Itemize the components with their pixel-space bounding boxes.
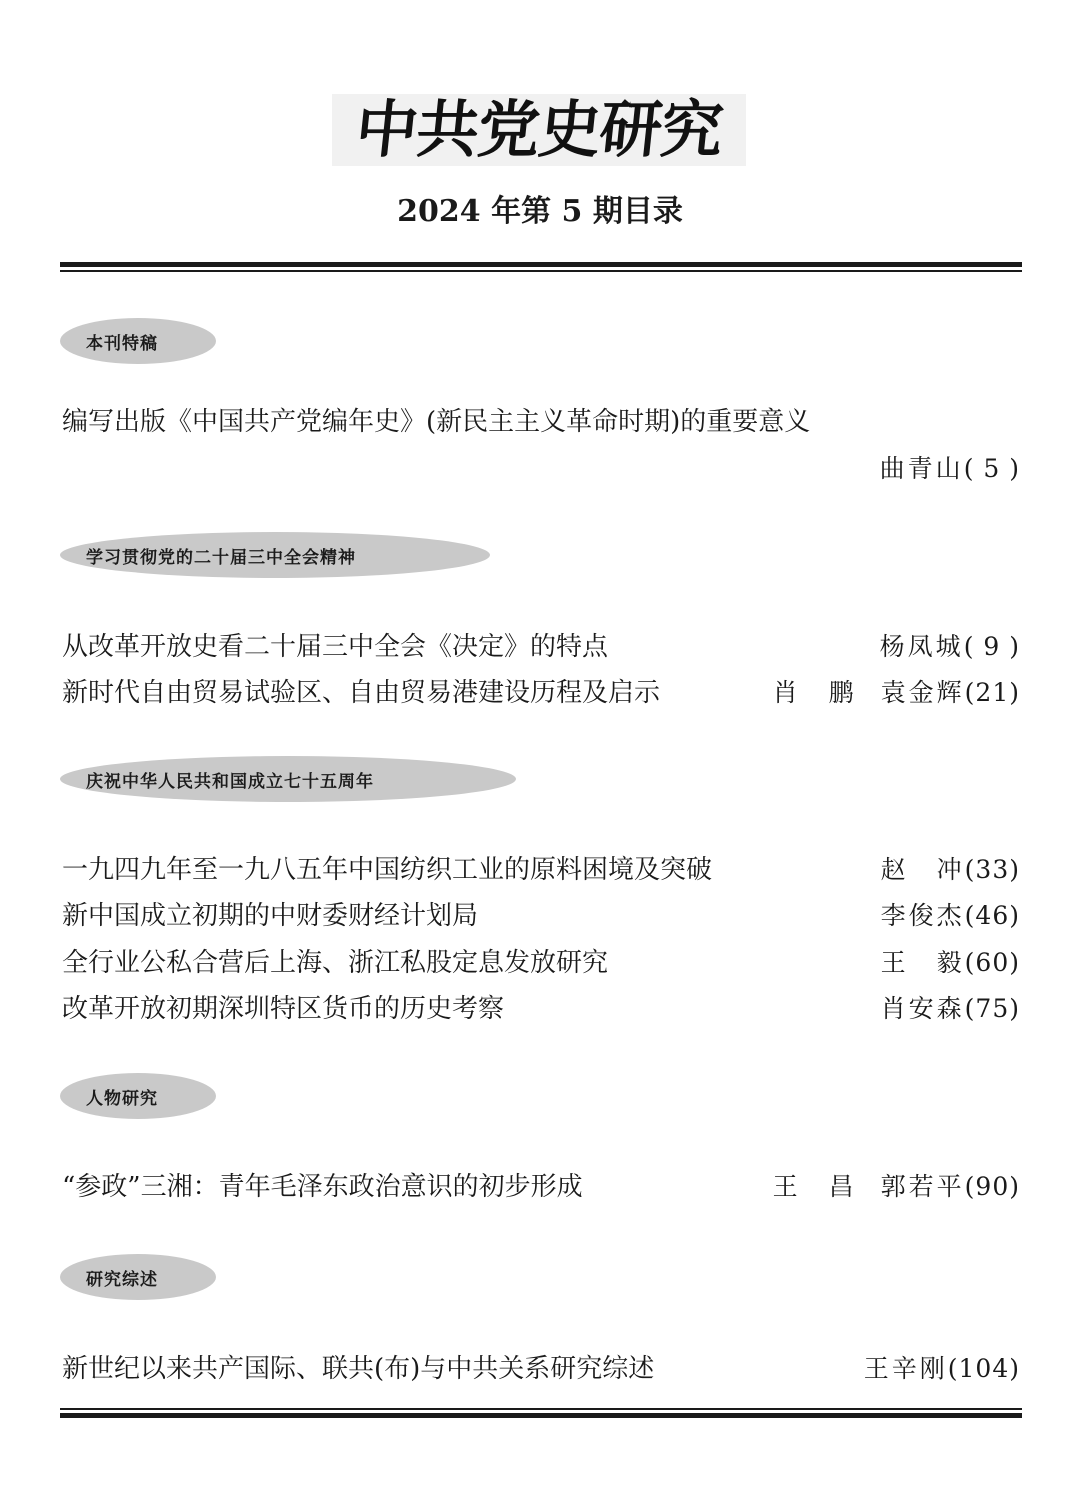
entry-author: [881, 946, 1020, 980]
entry-author: [881, 992, 1020, 1026]
entry-author: [881, 853, 1020, 887]
entry-title[interactable]: 新时代自由贸易试验区、自由贸易港建设历程及启示: [62, 678, 661, 708]
issue-heading: 2024 年第 5 期目录: [397, 194, 683, 229]
entry-title[interactable]: 编写出版《中国共产党编年史》(新民主主义革命时期)的重要意义: [62, 407, 811, 437]
section-label: 学习贯彻党的二十届三中全会精神: [60, 532, 490, 578]
section-label: 庆祝中华人民共和国成立七十五周年: [60, 756, 516, 802]
entry-author: [881, 899, 1020, 933]
page-number: (21): [964, 678, 1020, 707]
entry-title[interactable]: “参政”三湘：青年毛泽东政治意识的初步形成: [62, 1172, 583, 1202]
author-name: 王 毅: [880, 948, 965, 977]
journal-masthead: [332, 94, 746, 166]
page-number: (60): [964, 948, 1020, 977]
author-name: 曲青山: [879, 454, 964, 483]
entry-author: [773, 676, 1020, 710]
author-name: 李俊杰: [880, 901, 965, 930]
author-name: 王辛刚: [863, 1354, 948, 1383]
page-number: (104): [947, 1354, 1020, 1383]
entry-title[interactable]: 全行业公私合营后上海、浙江私股定息发放研究: [62, 948, 609, 978]
top-rule-thick: [60, 262, 1022, 267]
author-name: 杨凤城: [879, 632, 964, 661]
entry-author: [864, 1352, 1020, 1386]
page-number: (33): [964, 855, 1020, 884]
entry-title[interactable]: 一九四九年至一九八五年中国纺织工业的原料困境及突破: [62, 855, 713, 885]
top-rule-thin: [60, 270, 1022, 272]
journal-title: 中共党史研究: [352, 93, 726, 166]
entry-author: [880, 452, 1020, 486]
bottom-rule-thin: [60, 1408, 1022, 1410]
author-name: 郭若平: [880, 1172, 965, 1201]
author-name-first: 王 昌: [772, 1172, 857, 1201]
entry-title[interactable]: 改革开放初期深圳特区货币的历史考察: [62, 994, 505, 1024]
author-name-first: 肖 鹏: [772, 678, 857, 707]
page-number: (75): [964, 994, 1020, 1023]
entry-author: [880, 630, 1020, 664]
author-name: 赵 冲: [880, 855, 965, 884]
section-label: 本刊特稿: [60, 318, 216, 364]
author-name: 袁金辉: [880, 678, 965, 707]
page-number: (90): [964, 1172, 1020, 1201]
entry-title[interactable]: 新中国成立初期的中财委财经计划局: [62, 901, 479, 931]
entry-author: [773, 1170, 1020, 1204]
author-name: 肖安森: [880, 994, 965, 1023]
section-label: 研究综述: [60, 1254, 216, 1300]
page-number: ( 5 ): [963, 454, 1020, 483]
bottom-rule-thick: [60, 1413, 1022, 1418]
page-number: (46): [964, 901, 1020, 930]
section-label: 人物研究: [60, 1073, 216, 1119]
entry-title[interactable]: 新世纪以来共产国际、联共(布)与中共关系研究综述: [62, 1354, 655, 1384]
entry-title[interactable]: 从改革开放史看二十届三中全会《决定》的特点: [62, 632, 609, 662]
page-number: ( 9 ): [963, 632, 1020, 661]
